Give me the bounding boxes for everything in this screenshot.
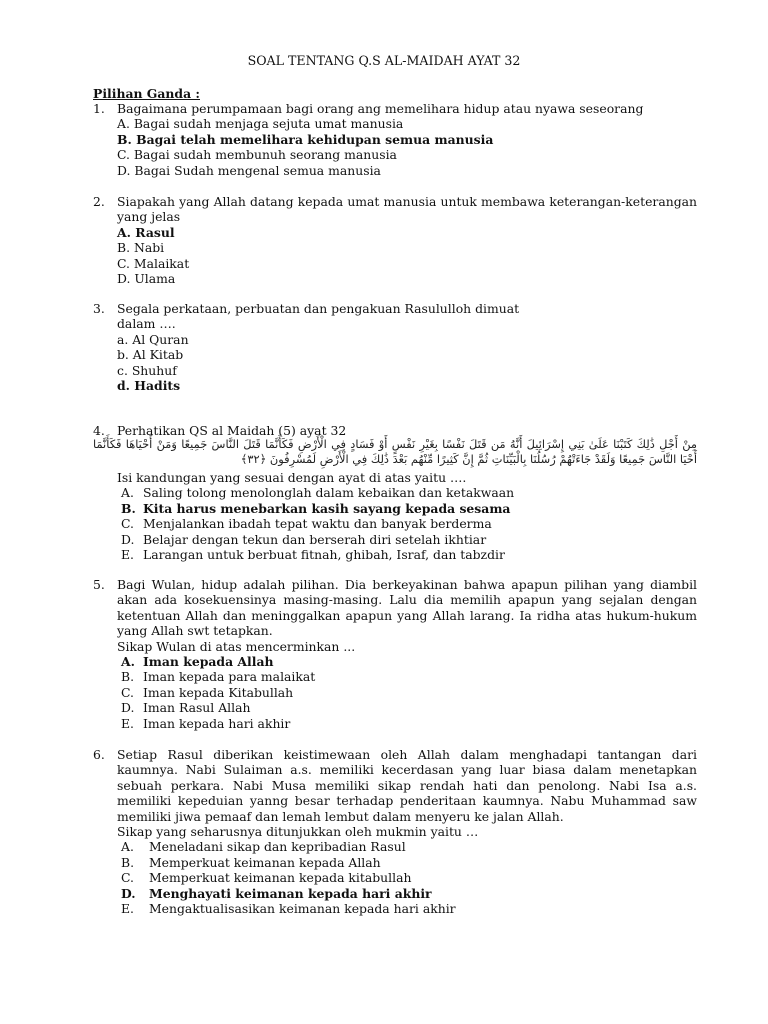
question-3 — [93, 301, 697, 393]
option-b: B. Nabi — [117, 240, 165, 256]
question-lead: Isi kandungan yang sesuai dengan ayat di atas yaitu …. — [117, 470, 467, 485]
question-number: 4. — [93, 423, 105, 438]
option-a: A. Rasul — [117, 224, 175, 240]
option-b: B. Kita harus menebarkan kasih sayang kepada sesama — [121, 500, 511, 516]
question-5 — [93, 577, 697, 731]
question-text: Bagi Wulan, hidup adalah pilihan. Dia berkeyakinan bahwa apapun pilihan yang diambil akan ada kosekuensinya masing-masing. Lalu dia memilih apapun yang sejalan dengan ketentuan Allah dan meninggalkan apapun yang Allah larang. Ia ridha atas hukum-hukum yang Allah swt tetapkan. — [117, 577, 697, 639]
question-number: 6. — [93, 747, 105, 762]
option-c: c. Shuhuf — [117, 362, 177, 378]
option-c: C. Iman kepada Kitabullah — [121, 684, 294, 700]
option-e: E. Mengaktualisasikan keimanan kepada hari akhir — [121, 901, 456, 917]
arabic-verse: مِنْ أَجْلِ ذَٰلِكَ كَتَبْنَا عَلَىٰ بَنِي إِسْرَائِيلَ أَنَّهُ مَن قَتَلَ نَفْسًا بِغَيْرِ نَفْسٍ أَوْ فَسَادٍ فِي الْأَرْضِ فَكَأَنَّمَا قَتَلَ النَّاسَ جَمِيعًا وَمَنْ أَحْيَاهَا فَكَأَنَّمَا أَحْيَا النَّاسَ جَمِيعًا وَلَقَدْ جَاءَتْهُمْ رُسُلُنَا بِالْبَيِّنَاتِ ثُمَّ إِنَّ كَثِيرًا مِّنْهُم بَعْدَ ذَٰلِكَ فِي الْأَرْضِ لَمُسْرِفُونَ ﴿٣٢﴾ — [93, 437, 697, 466]
option-a: A. Bagai sudah menjaga sejuta umat manusia — [117, 116, 404, 132]
question-text: Siapakah yang Allah datang kepada umat manusia untuk membawa keterangan-keterangan yang jelas — [117, 194, 697, 225]
question-1 — [93, 101, 697, 178]
document-title: SOAL TENTANG Q.S AL-MAIDAH AYAT 32 — [247, 53, 521, 68]
option-d: D. Ulama — [117, 271, 176, 287]
option-e: E. Iman kepada hari akhir — [121, 715, 291, 731]
option-c: C. Menjalankan ibadah tepat waktu dan banyak berderma — [121, 516, 492, 532]
question-2 — [93, 194, 697, 286]
option-c: C. Memperkuat keimanan kepada kitabullah — [121, 870, 412, 886]
question-6 — [93, 747, 697, 916]
question-lead: Sikap yang seharusnya ditunjukkan oleh mukmin yaitu … — [117, 824, 479, 840]
question-text: Bagaimana perumpamaan bagi orang ang memelihara hidup atau nyawa seseorang — [117, 101, 644, 116]
option-c: C. Bagai sudah membunuh seorang manusia — [117, 147, 397, 163]
option-a: A. Iman kepada Allah — [121, 654, 274, 670]
option-e: E. Larangan untuk berbuat fitnah, ghibah, Israf, dan tabzdir — [121, 547, 505, 563]
question-number: 1. — [93, 101, 105, 116]
section-heading: Pilihan Ganda : — [93, 86, 200, 101]
question-text: Perhatikan QS al Maidah (5) ayat 32 — [117, 423, 347, 438]
option-d: d. Hadits — [117, 378, 181, 394]
option-b: B. Iman kepada para malaikat — [121, 669, 316, 685]
option-a: A. Saling tolong menolonglah dalam kebaikan dan ketakwaan — [121, 485, 515, 501]
option-a: a. Al Quran — [117, 331, 189, 347]
option-a: A. Meneladani sikap dan kepribadian Rasul — [121, 839, 406, 855]
question-text-continued: dalam …. — [117, 316, 176, 332]
question-number: 2. — [93, 194, 105, 209]
option-b: B. Memperkuat keimanan kepada Allah — [121, 854, 381, 870]
question-number: 3. — [93, 301, 105, 316]
question-text: Segala perkataan, perbuatan dan pengakuan Rasululloh dimuat — [117, 301, 520, 316]
question-number: 5. — [93, 577, 105, 592]
option-d: D. Iman Rasul Allah — [121, 700, 251, 716]
question-text: Setiap Rasul diberikan keistimewaan oleh Allah dalam menghadapi tantangan dari kaumnya. Nabi Sulaiman a.s. memiliki kecerdasan yang luar biasa dalam menetapkan sebuah perkara. Nabi Musa memiliki sikap rendah hati dan penolong. Nabi Isa a.s. memiliki kepeduian yanng besar terhadap penderitaan kaumnya. Nabu Muhammad saw memiliki jiwa pemaaf dan lemah lembut dalam menyeru ke jalan Allah. — [117, 747, 697, 824]
question-4-options — [93, 470, 697, 562]
option-c: C. Malaikat — [117, 255, 190, 271]
option-b: b. Al Kitab — [117, 347, 184, 363]
option-b: B. Bagai telah memelihara kehidupan semua manusia — [117, 131, 494, 147]
option-d: D. Menghayati keimanan kepada hari akhir — [121, 885, 432, 901]
question-lead: Sikap Wulan di atas mencerminkan ... — [117, 638, 356, 654]
option-d: D. Belajar dengan tekun dan berserah diri setelah ikhtiar — [121, 531, 487, 547]
option-d: D. Bagai Sudah mengenal semua manusia — [117, 162, 381, 178]
